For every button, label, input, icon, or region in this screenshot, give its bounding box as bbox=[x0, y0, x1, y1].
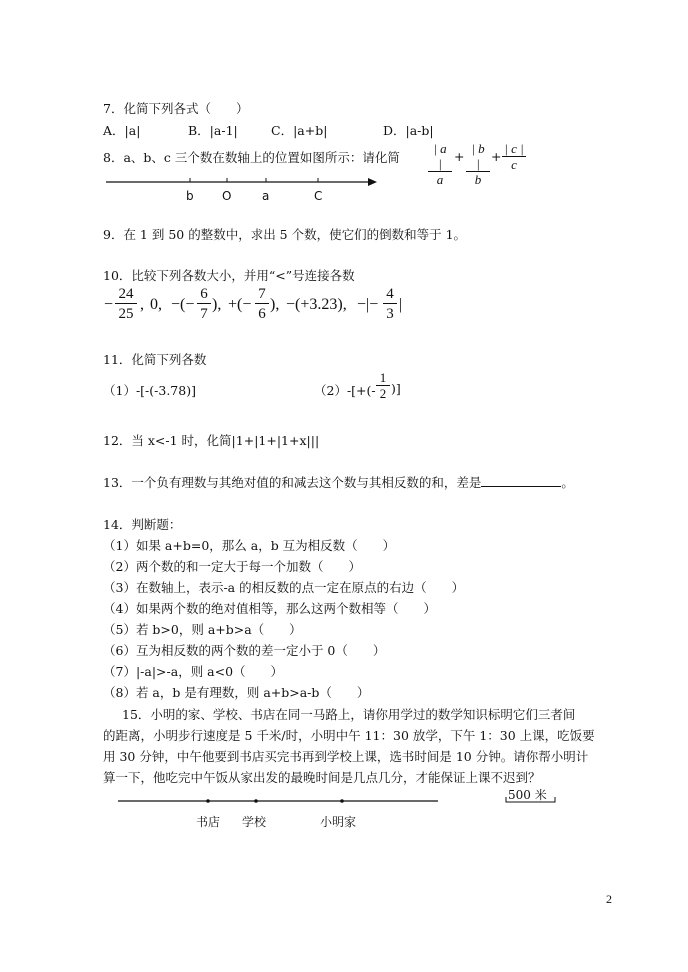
q14-item-6: （6）互为相反数的两个数的差一定小于 0（ ） bbox=[103, 643, 386, 658]
q10-t2: 0, bbox=[150, 296, 162, 313]
axis-label-c: C bbox=[314, 189, 323, 203]
q8-fraction-b bbox=[466, 141, 490, 188]
q7-option-d: D．|a-b| bbox=[383, 123, 434, 138]
number-line bbox=[100, 174, 380, 188]
q14-item-1: （1）如果 a+b=0，那么 a，b 互为相反数（ ） bbox=[103, 538, 396, 553]
q15-line-3: 用 30 分钟，中午他要到书店买完书再到学校上课，选书时间是 10 分钟。请你帮小明计 bbox=[103, 749, 589, 764]
q8-stem: 8．a、b、c 三个数在数轴上的位置如图所示：请化简 bbox=[103, 150, 400, 165]
q7-option-a: A．|a| bbox=[103, 123, 141, 138]
q14-item-4: （4）如果两个数的绝对值相等，那么这两个数相等（ ） bbox=[103, 601, 436, 616]
q10-t6-num: 4 bbox=[383, 285, 397, 304]
q8-fraction-a-den: a bbox=[436, 172, 444, 187]
q8-fraction-b-den: b bbox=[474, 172, 482, 187]
q14-item-3: （3）在数轴上，表示-a 的相反数的点一定在原点的右边（ ） bbox=[103, 580, 465, 595]
axis-label-a: a bbox=[262, 189, 270, 203]
q8-fraction-a-num: | a | bbox=[428, 141, 452, 172]
q13-end: 。 bbox=[561, 475, 574, 490]
arrow-right-icon bbox=[368, 178, 377, 186]
q8-fraction-c bbox=[502, 141, 526, 173]
bookstore-point bbox=[206, 799, 210, 803]
q10-t4-pre: +(− bbox=[228, 296, 252, 313]
q10-t1-num: 24 bbox=[115, 285, 137, 304]
answer-blank bbox=[481, 474, 561, 487]
q13-stem: 13．一个负有理数与其绝对值的和减去这个数与其相反数的和，差是 bbox=[103, 475, 482, 490]
q10-t3-post: ), bbox=[212, 296, 222, 313]
q11-part1: （1）-[-(-3.78)] bbox=[103, 383, 196, 398]
q10-t6-fraction bbox=[383, 285, 397, 324]
q11-part2-post: )] bbox=[391, 381, 401, 396]
q12-text: 12．当 x<-1 时，化简|1+|1+|1+x||| bbox=[103, 433, 320, 448]
scale-label: 500 米 bbox=[508, 788, 547, 802]
q10-t6-post: | bbox=[399, 296, 403, 313]
q10-comma: , bbox=[140, 296, 144, 313]
q8-fraction-c-den: c bbox=[511, 157, 517, 172]
q11-part2-pre: （2）-[+(- bbox=[314, 383, 376, 398]
q14-item-7: （7）|-a|>-a，则 a<0（ ） bbox=[103, 664, 284, 679]
q8-fraction-a bbox=[428, 141, 452, 188]
q13-text bbox=[103, 473, 574, 491]
q11-part2-fraction bbox=[376, 370, 390, 402]
q10-t1-sign: − bbox=[104, 296, 114, 313]
q10-stem: 10．比较下列各数大小，并用“<”号连接各数 bbox=[103, 268, 355, 283]
q14-item-8: （8）若 a，b 是有理数，则 a+b>a-b（ ） bbox=[103, 685, 370, 700]
q14-item-5: （5）若 b>0，则 a+b>a（ ） bbox=[103, 622, 302, 637]
q10-t4-den: 6 bbox=[258, 306, 266, 322]
map-label-bookstore: 书店 bbox=[196, 815, 221, 829]
q11-part2-num: 1 bbox=[376, 370, 390, 386]
q7-option-b: B．|a-1| bbox=[188, 123, 238, 138]
page-number: 2 bbox=[606, 892, 612, 906]
q10-t1-den: 25 bbox=[118, 306, 134, 322]
q11-part2-den: 2 bbox=[379, 386, 387, 401]
q10-t1-fraction bbox=[115, 285, 137, 324]
q10-t3-fraction bbox=[197, 285, 211, 324]
scale-bar bbox=[505, 796, 557, 804]
home-point bbox=[340, 799, 344, 803]
q10-t6-pre: −|− bbox=[357, 296, 379, 313]
road-line bbox=[110, 796, 450, 810]
plus-sign: + bbox=[491, 149, 502, 164]
q8-fraction-c-num: | c | bbox=[502, 141, 526, 157]
axis-label-origin: O bbox=[222, 189, 232, 203]
q10-t3-pre: −(− bbox=[171, 296, 195, 313]
plus-sign: + bbox=[454, 149, 465, 164]
q11-stem: 11．化简下列各数 bbox=[103, 352, 207, 367]
q10-t4-num: 7 bbox=[255, 285, 269, 304]
q15-line-2: 的距离，小明步行速度是 5 千米/时，小明中午 11：30 放学，下午 1：30 上课，吃饭要 bbox=[103, 728, 595, 743]
q10-t4-post: ), bbox=[270, 296, 280, 313]
axis-label-b: b bbox=[186, 189, 194, 203]
q9-text: 9．在 1 到 50 的整数中，求出 5 个数，使它们的倒数和等于 1。 bbox=[103, 227, 467, 242]
q10-t3-num: 6 bbox=[197, 285, 211, 304]
q8-fraction-b-num: | b | bbox=[466, 141, 490, 172]
q10-t4-fraction bbox=[255, 285, 269, 324]
map-label-home: 小明家 bbox=[320, 815, 357, 829]
school-point bbox=[254, 799, 258, 803]
q14-item-2: （2）两个数的和一定大于每一个加数（ ） bbox=[103, 559, 361, 574]
q7-stem: 7．化简下列各式（ ） bbox=[103, 101, 249, 116]
q15-line-4: 算一下，他吃完中午饭从家出发的最晚时间是几点几分，才能保证上课不迟到？ bbox=[103, 770, 541, 785]
q14-stem: 14．判断题： bbox=[103, 517, 182, 532]
q10-t3-den: 7 bbox=[200, 306, 208, 322]
q15-line-1: 15．小明的家、学校、书店在同一马路上，请你用学过的数学知识标明它们三者间 bbox=[122, 707, 576, 722]
q10-t6-den: 3 bbox=[386, 306, 394, 322]
q10-t5: −(+3.23), bbox=[286, 296, 347, 313]
q7-option-c: C．|a+b| bbox=[271, 123, 328, 138]
map-label-school: 学校 bbox=[242, 815, 267, 829]
